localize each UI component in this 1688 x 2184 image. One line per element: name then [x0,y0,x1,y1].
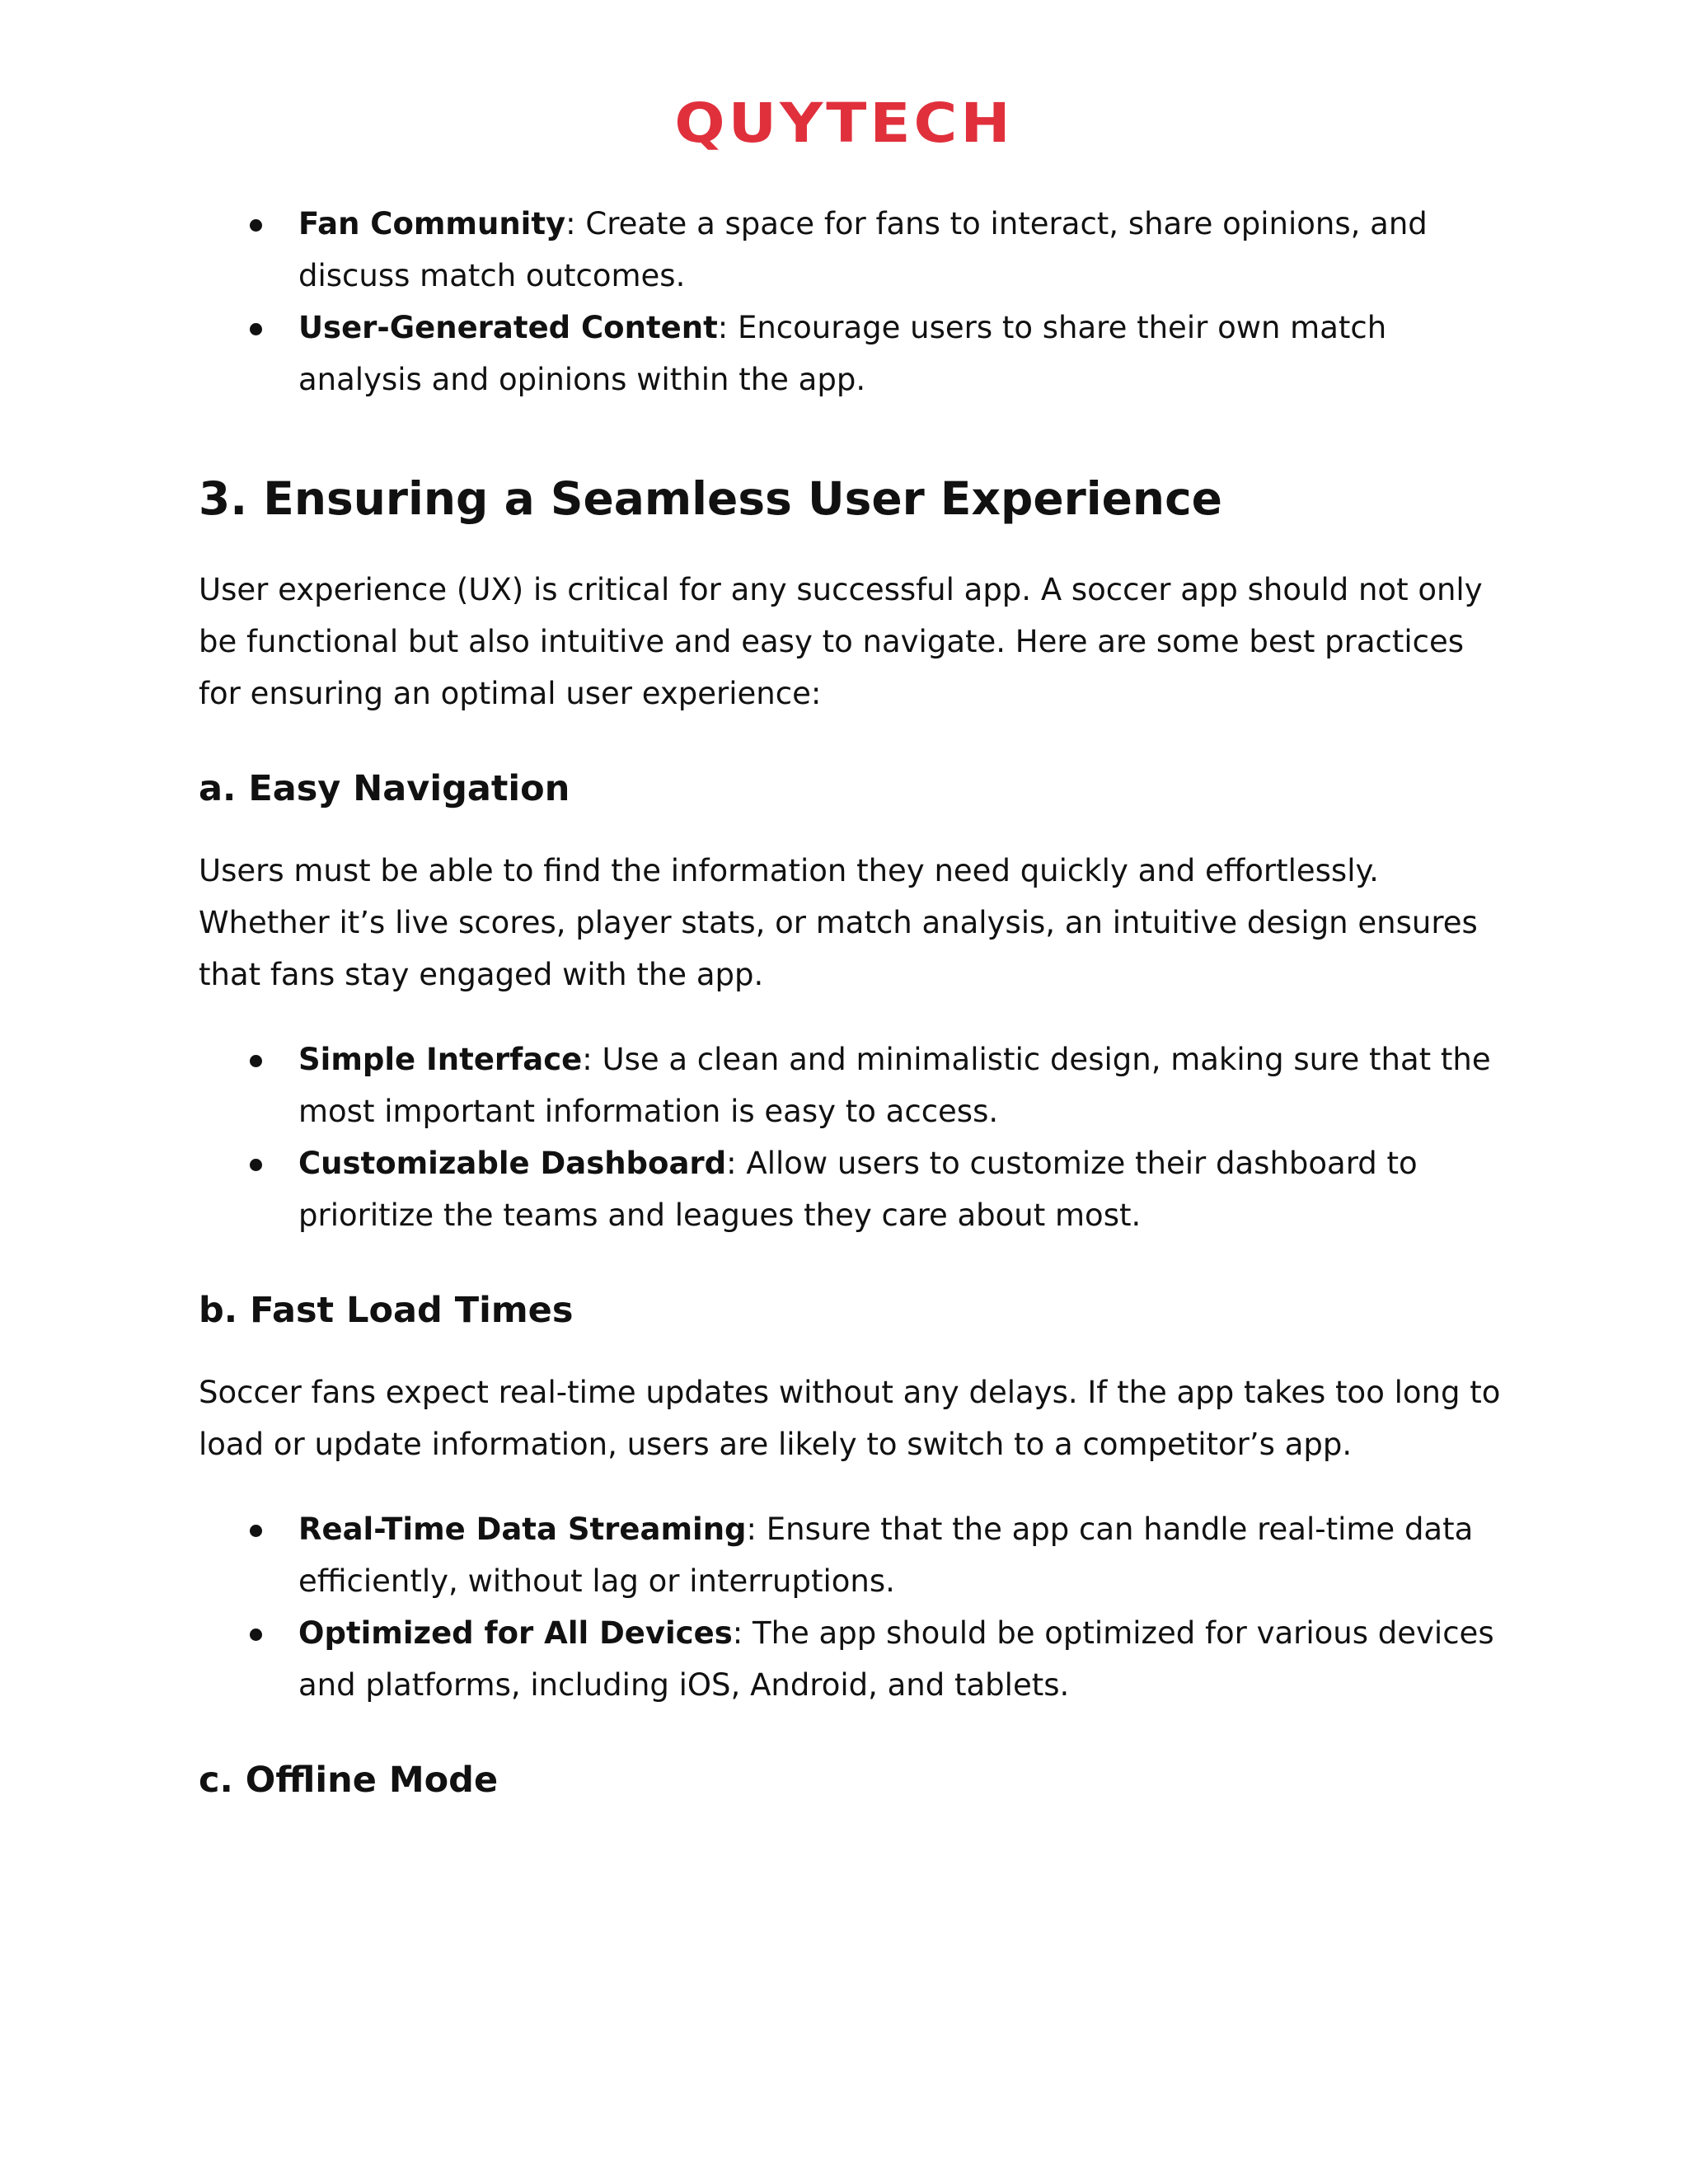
subsection-a-paragraph: Users must be able to find the information they need quickly and effortlessly. Whether it’s live scores, player stats, or match analysis, an intuitive design ensures that fans stay engaged with the app. [199,853,1478,992]
list-item [199,1607,1501,1711]
bullet-text: : Use a clean and minimalistic design, making sure that the most important information is easy to access. [298,1042,1491,1129]
bullet-text: : Ensure that the app can handle real-time data efficiently, without lag or interruptions. [298,1511,1474,1599]
bullet-term: Fan Community [298,206,566,241]
section-intro: User experience (UX) is critical for any successful app. A soccer app should not only be functional but also intuitive and easy to navigate. Here are some best practices for ensuring an optimal user experience: [199,572,1483,711]
bullet-text: : Allow users to customize their dashboard to prioritize the teams and leagues they care about most. [298,1146,1418,1233]
bullet-icon [250,1159,262,1171]
list-item [199,302,1501,405]
subsection-heading-b: b. Fast Load Times [199,1290,574,1331]
bullet-term: Simple Interface [298,1042,583,1077]
bullet-icon [250,1525,262,1537]
subsection-heading-c: c. Offline Mode [199,1760,499,1801]
bullet-icon [250,1629,262,1641]
subsection-heading-a: a. Easy Navigation [199,768,570,809]
bullet-icon [250,219,262,232]
bullet-icon [250,1055,262,1067]
bullet-term: Optimized for All Devices [298,1615,733,1651]
document-body [199,198,1501,1803]
bullet-term: Real-Time Data Streaming [298,1511,747,1547]
bullet-text: : The app should be optimized for various devices and platforms, including iOS, Android, and tablets. [298,1615,1494,1703]
subsection-b-bullet-list [199,1503,1501,1711]
subsection-b-paragraph: Soccer fans expect real-time updates without any delays. If the app takes too long to load or update information, users are likely to switch to a competitor’s app. [199,1375,1501,1462]
list-item [199,1033,1501,1137]
subsection-a-bullet-list [199,1033,1501,1241]
bullet-term: User-Generated Content [298,310,718,345]
bullet-term: Customizable Dashboard [298,1146,727,1181]
quytech-logo: QUYTECH [674,91,1014,155]
list-item [199,198,1501,302]
top-bullet-list [199,198,1501,405]
list-item [199,1137,1501,1241]
bullet-text: : Encourage users to share their own match analysis and opinions within the app. [298,310,1387,397]
section-heading: 3. Ensuring a Seamless User Experience [199,472,1222,525]
bullet-text: : Create a space for fans to interact, share opinions, and discuss match outcomes. [298,206,1428,293]
list-item [199,1503,1501,1607]
bullet-icon [250,323,262,335]
